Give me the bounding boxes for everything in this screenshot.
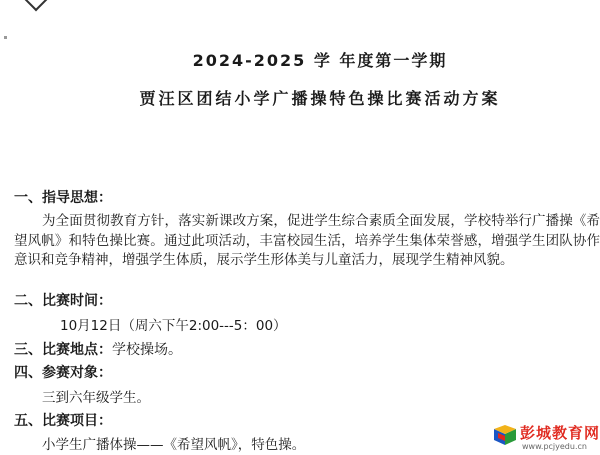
edge-mark	[4, 36, 7, 39]
watermark-name: 彭城教育网	[520, 424, 600, 442]
section-value-location: 学校操场。	[112, 342, 182, 358]
site-watermark	[492, 420, 600, 455]
section-heading-location-label: 三、比赛地点：	[14, 342, 112, 358]
back-chevron-icon[interactable]	[25, 0, 48, 11]
section-heading-guiding-ideology: 一、指导思想：	[14, 190, 112, 206]
section-body-participants: 三到六年级学生。	[42, 390, 150, 406]
book-logo-icon	[492, 423, 518, 449]
watermark-url: www.pcjyedu.cn	[522, 442, 587, 451]
section-body-guiding-ideology: 为全面贯彻教育方针，落实新课改方案，促进学生综合素质全面发展，学校特举行广播操《希望风帆》和特色操比赛。通过此项活动，丰富校园生活，培养学生集体荣誉感，增强学生团队协作意识和竞争精神，增强学生体质，展示学生形体美与儿童活力，展现学生精神风貌。	[14, 213, 600, 268]
section-body-events: 小学生广播体操——《希望风帆》，特色操。	[42, 437, 306, 453]
section-heading-location	[14, 339, 182, 359]
section-heading-time: 二、比赛时间：	[14, 293, 112, 309]
section-heading-events: 五、比赛项目：	[14, 413, 112, 429]
document-title-year: 2024-2025 学 年度第一学期	[192, 51, 448, 70]
section-body-time: 10月12日（周六下午2:00---5：00）	[60, 318, 287, 334]
section-heading-participants: 四、参赛对象：	[14, 365, 112, 381]
document-title: 贾汪区团结小学广播操特色操比赛活动方案	[139, 89, 501, 108]
